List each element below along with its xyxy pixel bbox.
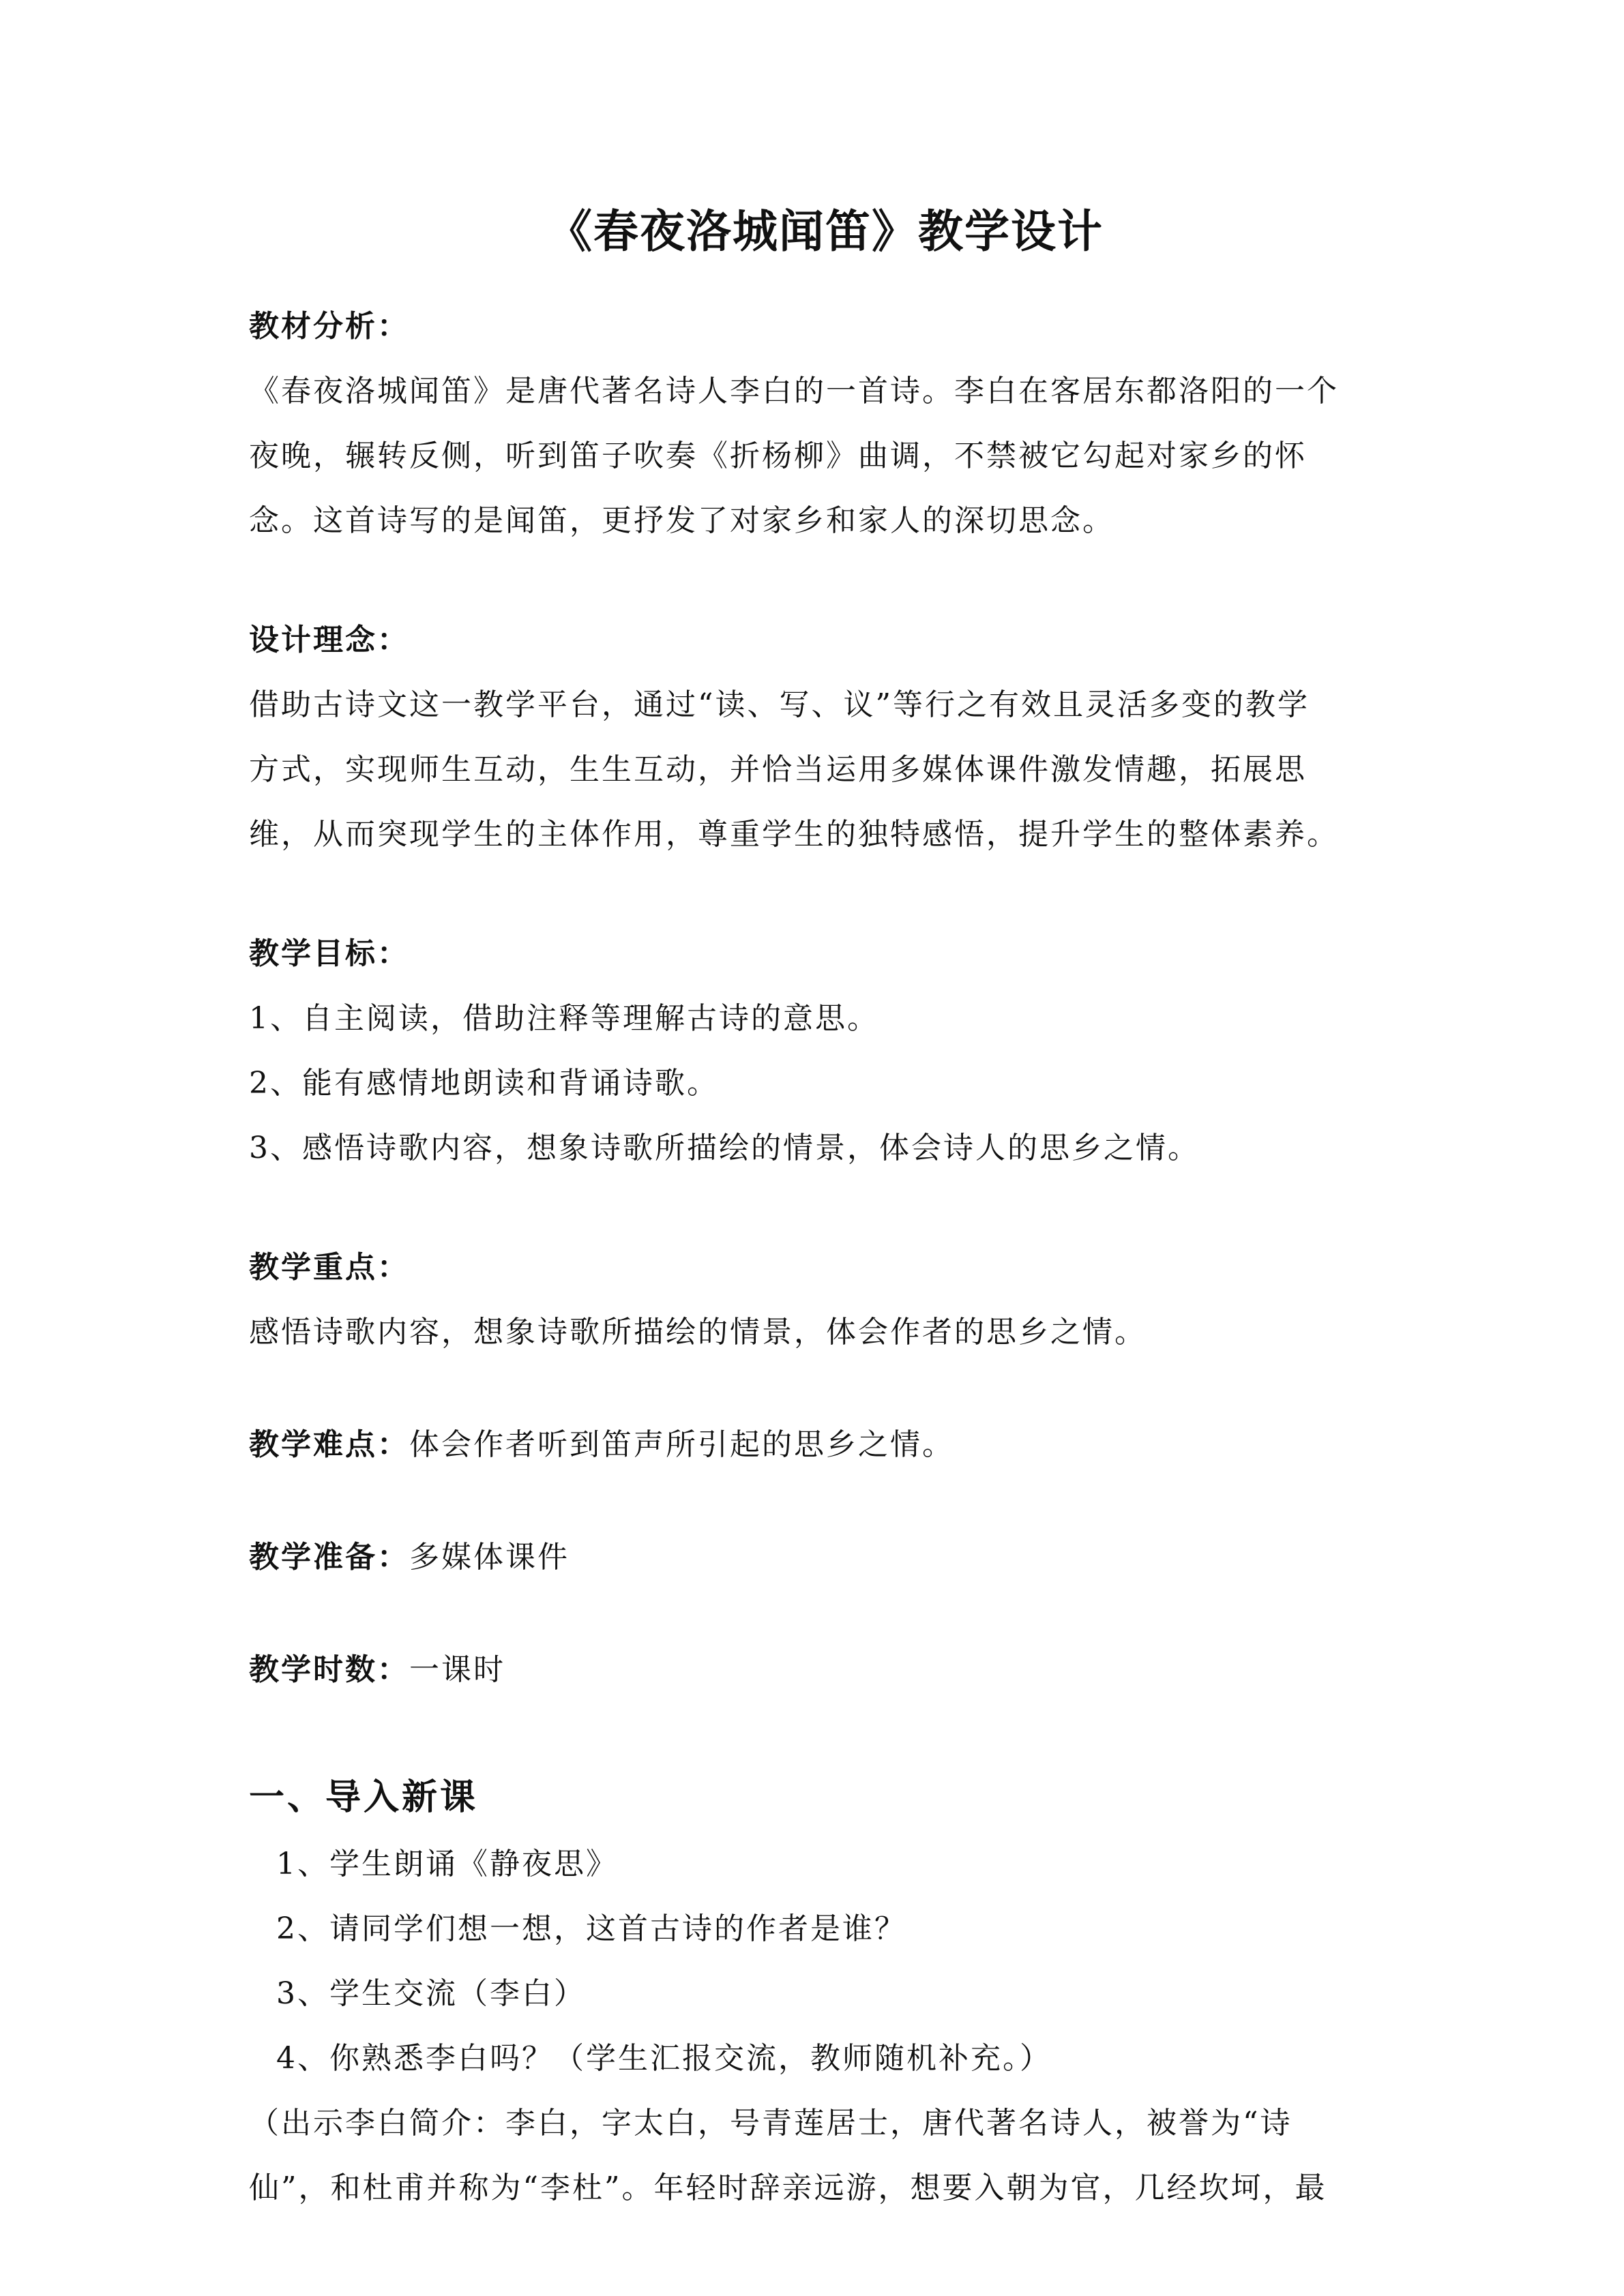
spacer	[249, 1590, 1402, 1637]
section-item: 1、学生朗诵《静夜思》	[276, 1847, 618, 1882]
document-title: 《春夜洛城闻笛》教学设计	[547, 205, 1104, 258]
objectives-label: 教学目标：	[249, 936, 409, 972]
difficulties-label: 教学难点：	[249, 1427, 409, 1463]
document-page	[249, 205, 1402, 2220]
section-item: 3、学生交流（李白）	[276, 1976, 586, 2012]
duration-text: 一课时	[409, 1652, 505, 1688]
design-concept-line: 维，从而突现学生的主体作用，尊重学生的独特感悟，提升学生的整体素养。	[249, 817, 1339, 852]
design-concept-section	[249, 608, 1402, 867]
section-item: 2、请同学们想一想，这首古诗的作者是谁？	[276, 1911, 906, 1947]
spacer	[249, 867, 1402, 921]
libai-intro-line: 仙”，和杜甫并称为“李杜”。年轻时辞亲远游，想要入朝为官，几经坎坷，最	[249, 2171, 1327, 2206]
material-analysis-line: 夜晚，辗转反侧，听到笛子吹奏《折杨柳》曲调，不禁被它勾起对家乡的怀	[249, 438, 1307, 474]
spacer	[249, 1180, 1402, 1235]
libai-intro-line: （出示李白简介：李白，字太白，号青莲居士，唐代著名诗人，被誉为“诗	[249, 2106, 1293, 2141]
difficulties-row	[249, 1412, 1402, 1477]
section-heading: 一、导入新课	[249, 1776, 479, 1819]
spacer	[249, 553, 1402, 608]
key-points-section	[249, 1235, 1402, 1365]
preparation-label: 教学准备：	[249, 1540, 409, 1575]
preparation-text: 多媒体课件	[409, 1540, 570, 1575]
duration-row	[249, 1637, 1402, 1702]
material-analysis-line: 《春夜洛城闻笛》是唐代著名诗人李白的一首诗。李白在客居东都洛阳的一个	[249, 374, 1339, 409]
spacer	[249, 1477, 1402, 1525]
design-concept-label: 设计理念：	[249, 623, 409, 658]
key-points-label: 教学重点：	[249, 1250, 409, 1285]
spacer	[249, 1365, 1402, 1412]
objectives-section	[249, 921, 1402, 1180]
objective-item: 1、自主阅读，借助注释等理解古诗的意思。	[249, 1001, 879, 1037]
duration-label: 教学时数：	[249, 1652, 409, 1688]
design-concept-line: 方式，实现师生互动，生生互动，并恰当运用多媒体课件激发情趣，拓展思	[249, 752, 1307, 788]
key-points-text: 感悟诗歌内容，想象诗歌所描绘的情景，体会作者的思乡之情。	[249, 1315, 1147, 1350]
section-item: 4、你熟悉李白吗？（学生汇报交流，教师随机补充。）	[276, 2041, 1052, 2076]
difficulties-text: 体会作者听到笛声所引起的思乡之情。	[409, 1427, 954, 1463]
material-analysis-line: 念。这首诗写的是闻笛，更抒发了对家乡和家人的深切思念。	[249, 503, 1114, 539]
material-analysis-section	[249, 294, 1402, 553]
preparation-row	[249, 1525, 1402, 1590]
spacer	[249, 1702, 1402, 1750]
objective-item: 3、感悟诗歌内容，想象诗歌所描绘的情景，体会诗人的思乡之情。	[249, 1131, 1200, 1166]
material-analysis-label: 教材分析：	[249, 309, 409, 344]
design-concept-line: 借助古诗文这一教学平台，通过“读、写、议”等行之有效且灵活多变的教学	[249, 687, 1310, 723]
section-introduction	[249, 1763, 1402, 2220]
objective-item: 2、能有感情地朗读和背诵诗歌。	[249, 1066, 719, 1101]
